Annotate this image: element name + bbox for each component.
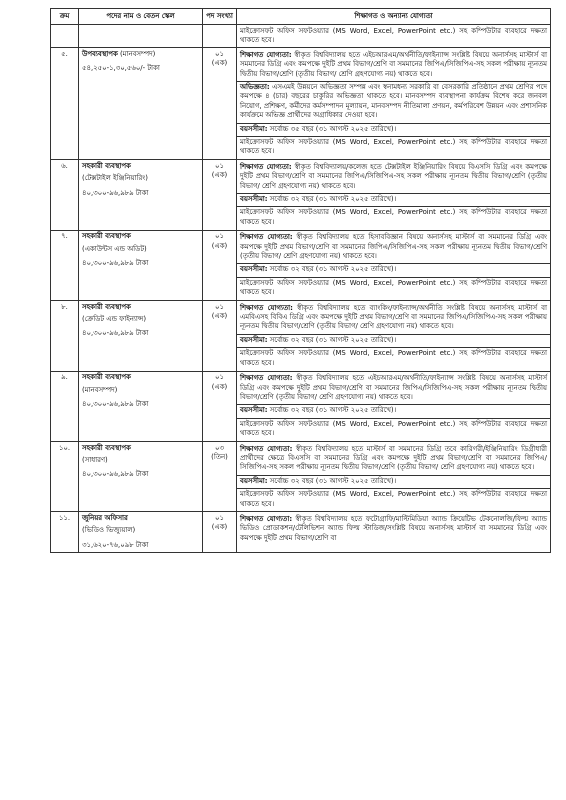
pay-scale: ৩১,৬২০-৭৬,০৯৮ টাকা (82, 540, 149, 549)
table-row (51, 371, 551, 441)
age-limit-text: সর্বোচ্চ ৩২ বছর (৩১ আগস্ট ২০২৫ তারিখে)। (267, 476, 397, 485)
post-title-main: সহকারী ব্যবস্থাপক (82, 443, 131, 452)
post-cell (79, 442, 203, 512)
post-count-words: (এক) (211, 523, 228, 532)
serial-number: ৯. (51, 371, 79, 441)
serial-number: ১০. (51, 442, 79, 512)
age-limit-label: বয়সসীমা: (240, 335, 268, 344)
header-post-count: পদ সংখ্যা (203, 9, 237, 25)
education-text: স্বীকৃত বিশ্ববিদ্যালয় হতে এইচআরএম/অর্থনীতি/ফাইন্যান্স সংশ্লিষ্ট বিষয়ে অনার্সসহ মাস্টার্স বা সমমানের ডিগ্রি এবং কমপক্ষে দুইটি প্রথম বিভাগ/শ্রেণি বা সমমানের জিপিএ/সিজিপিএ-সহ সকল পরীক্ষায় ন্যূনতম দ্বিতীয় বিভাগ/শ্রেণি (তৃতীয় বিভাগ/ শ্রেণি গ্রহণযোগ্য নয়) থাকতে হবে। (240, 50, 547, 78)
education-text: স্বীকৃত বিশ্ববিদ্যালয় হতে হিসাববিজ্ঞান বিষয়ে অনার্সসহ মাস্টার্স বা সমমানের ডিগ্রি এবং কমপক্ষে দুইটি প্রথম বিভাগ/শ্রেণি বা সমমানের জিপিএ/সিজিপিএ-সহ সকল পরীক্ষায় ন্যূনতম দ্বিতীয় বিভাগ/শ্রেণি (তৃতীয় বিভাগ/ শ্রেণি গ্রহণযোগ্য নয়) থাকতে হবে। (240, 233, 547, 261)
serial-number: ৬. (51, 160, 79, 230)
post-cell (79, 160, 203, 230)
post-count-cell (203, 301, 237, 371)
age-limit (237, 123, 550, 135)
pay-scale: ৪০,৩০০-৯৬,৯৮৯ টাকা (82, 259, 149, 268)
post-count: ০১ (215, 49, 224, 58)
age-limit-text: সর্বোচ্চ ৩২ বছর (৩১ আগস্ট ২০২৫ তারিখে)। (267, 406, 397, 415)
requirements-cell (237, 301, 551, 371)
post-department: (ক্রেডিট এন্ড ফাইন্যান্স) (82, 315, 147, 324)
post-count-cell (203, 512, 237, 552)
table-row (51, 230, 551, 300)
age-limit (237, 193, 550, 205)
requirements-cell (237, 371, 551, 441)
post-count-words: (এক) (211, 312, 228, 321)
education-requirement (240, 514, 547, 544)
age-limit (237, 404, 550, 416)
education-text: স্বীকৃত বিশ্ববিদ্যালয় হতে ফটোগ্রাফি/মাল্টিমিডিয়া অ্যান্ড ক্রিয়েটিভ টেকনোলজি/ফিল্ম অ্যান্ড ভিডিও প্রোডাকশন/টেলিভিশন অ্যান্ড ফিল্ম স্টাডিজ/সংশ্লিষ্ট বিষয়ে অনার্সসহ মাস্টার্স বা সমমানের ডিগ্রি এবং কমপক্ষে দুইটি প্রথম বিভাগ/শ্রেণি বা (240, 514, 547, 542)
header-serial: ক্রম (51, 9, 79, 25)
age-limit-label: বয়সসীমা: (240, 476, 268, 485)
age-limit (237, 475, 550, 487)
table-row (51, 301, 551, 371)
post-title-main: সহকারী ব্যবস্থাপক (82, 302, 131, 311)
age-limit-text: সর্বোচ্চ ৩২ বছর (৩১ আগস্ট ২০২৫ তারিখে)। (267, 335, 397, 344)
post-count-words: (তিন) (211, 452, 228, 461)
post-title-main: সহকারী ব্যবস্থাপক (82, 373, 131, 382)
post-title-main: জুনিয়র অফিসার (82, 513, 128, 522)
post-count-words: (এক) (211, 382, 228, 391)
education-requirement (240, 162, 547, 192)
age-limit-label: বয়সসীমা: (240, 124, 268, 133)
education-requirement (240, 303, 547, 333)
post-title (82, 50, 199, 59)
table-header-row (51, 9, 551, 25)
computer-skill: মাইক্রোসফট অফিস সফটওয়্যার (MS Word, Excel, PowerPoint etc.) সহ কম্পিউটার ব্যবহারে দক্ষতা থাকতে হবে। (237, 277, 550, 299)
post-count-cell (203, 48, 237, 160)
post-department: (টেক্সটাইল ইঞ্জিনিয়ারিং) (82, 174, 148, 183)
education-text: স্বীকৃত বিশ্ববিদ্যালয়/কলেজ হতে টেক্সটাইল ইঞ্জিনিয়ারিং বিষয়ে বিএসসি ডিগ্রি এবং কমপক্ষে দুইটি প্রথম বিভাগ/শ্রেণি বা সমমানের জিপিএ/সিজিপিএ-সহ সকল পরীক্ষায় ন্যূনতম দ্বিতীয় বিভাগ/শ্রেণি (তৃতীয় বিভাগ/ শ্রেণি গ্রহণযোগ্য নয়) থাকতে হবে। (240, 162, 548, 190)
pay-scale: ৪০,৩০০-৯৬,৯৮৯ টাকা (82, 470, 149, 479)
post-title (82, 444, 199, 453)
age-limit-text: সর্বোচ্চ ৩২ বছর (৩১ আগস্ট ২০২৫ তারিখে)। (267, 265, 397, 274)
education-label: শিক্ষাগত যোগ্যতা: (240, 374, 293, 383)
post-title (82, 514, 199, 523)
education-label: শিক্ষাগত যোগ্যতা: (240, 303, 293, 312)
serial-number: ৮. (51, 301, 79, 371)
post-title (82, 373, 199, 382)
education-label: শিক্ষাগত যোগ্যতা: (240, 444, 293, 453)
education-label: শিক্ষাগত যোগ্যতা: (240, 233, 293, 242)
table-body (51, 25, 551, 552)
education-text: স্বীকৃত বিশ্ববিদ্যালয় হতে ব্যাংকিং/ফাইন্যান্স/অর্থনীতি সংশ্লিষ্ট বিষয়ে অনার্সসহ মাস্টার্স বা এমবিএসহ বিবিএ ডিগ্রি এবং কমপক্ষে দুইটি প্রথম বিভাগ/শ্রেণি বা সমমানের জিপিএ/সিজিপিএ-সহ সকল পরীক্ষায় ন্যূনতম দ্বিতীয় বিভাগ/শ্রেণি (তৃতীয় বিভাগ/ শ্রেণি গ্রহণযোগ্য নয়) থাকতে হবে। (240, 303, 548, 331)
pay-scale: ৪০,৩০০-৯৬,৯৮৯ টাকা (82, 399, 149, 408)
education-label: শিক্ষাগত যোগ্যতা: (240, 162, 292, 171)
post-cell (79, 301, 203, 371)
pay-scale: ৪০,৩০০-৯৬,৯৮৯ টাকা (82, 329, 149, 338)
post-title-main: সহকারী ব্যবস্থাপক (82, 161, 131, 170)
education-label: শিক্ষাগত যোগ্যতা: (240, 514, 293, 523)
post-title-main: সহকারী ব্যবস্থাপক (82, 232, 131, 241)
post-department: (মানবসম্পদ) (82, 385, 118, 394)
post-cell (79, 371, 203, 441)
education-requirement (240, 50, 547, 80)
education-text: স্বীকৃত বিশ্ববিদ্যালয় হতে এইচআরএম/অর্থনীতি/ফাইন্যান্স সংশ্লিষ্ট বিষয়ে অনার্সসহ মাস্টার্স ডিগ্রি এবং কমপক্ষে দুইটি প্রথম বিভাগ/শ্রেণি বা সমমানের জিপিএ/সিজিপিএ-সহ সকল পরীক্ষায় ন্যূনতম দ্বিতীয় বিভাগ/শ্রেণি (তৃতীয় বিভাগ/ শ্রেণি গ্রহণযোগ্য নয়) থাকতে হবে। (240, 374, 547, 401)
requirements-cell (237, 48, 551, 160)
post-count-cell (203, 230, 237, 300)
computer-skill: মাইক্রোসফট অফিস সফটওয়্যার (MS Word, Excel, PowerPoint etc.) সহ কম্পিউটার ব্যবহারে দক্ষতা থাকতে হবে। (237, 206, 550, 228)
post-count-cell (203, 160, 237, 230)
serial-number: ১১. (51, 512, 79, 552)
post-count: ০৩ (215, 443, 224, 452)
age-limit-label: বয়সসীমা: (240, 265, 268, 274)
education-label: শিক্ষাগত যোগ্যতা: (240, 50, 292, 59)
pay-scale: ৫৪,২৫০-১,৩০,৫৬০/- টাকা (82, 64, 160, 73)
header-requirements: শিক্ষাগত ও অন্যান্য যোগ্যতা (237, 9, 551, 25)
requirements-cell (237, 230, 551, 300)
age-limit (237, 263, 550, 275)
requirements-cell (237, 160, 551, 230)
post-count-words: (এক) (211, 241, 228, 250)
post-cell (79, 48, 203, 160)
age-limit (237, 334, 550, 346)
computer-skill: মাইক্রোসফট অফিস সফটওয়্যার (MS Word, Excel, PowerPoint etc.) সহ কম্পিউটার ব্যবহারে দক্ষতা থাকতে হবে। (237, 347, 550, 369)
job-requirements-table (50, 8, 551, 553)
age-limit-text: সর্বোচ্চ ৩২ বছর (৩১ আগস্ট ২০২৫ তারিখে)। (267, 195, 397, 203)
post-cell (79, 230, 203, 300)
post-department: (সাধারণ) (82, 455, 108, 464)
computer-skill: মাইক্রোসফট অফিস সফটওয়্যার (MS Word, Excel, PowerPoint etc.) সহ কম্পিউটার ব্যবহারে দক্ষতা থাকতে হবে। (237, 488, 550, 510)
post-title (82, 303, 199, 312)
pay-scale: ৪০,৩০০-৯৬,৯৮৯ টাকা (82, 188, 149, 197)
age-limit-label: বয়সসীমা: (240, 195, 268, 203)
education-requirement (240, 373, 547, 403)
post-count-cell (203, 371, 237, 441)
post-count: ০১ (215, 232, 224, 241)
education-requirement (240, 232, 547, 262)
computer-skill: মাইক্রোসফট অফিস সফটওয়্যার (MS Word, Excel, PowerPoint etc.) সহ কম্পিউটার ব্যবহারে দক্ষতা থাকতে হবে। (237, 136, 550, 158)
serial-number: ৭. (51, 230, 79, 300)
post-title-main: উপব্যবস্থাপক (82, 49, 118, 58)
carryover-text: মাইক্রোসফট অফিস সফটওয়্যার (MS Word, Excel, PowerPoint etc.) সহ কম্পিউটার ব্যবহারে দক্ষতা থাকতে হবে। (237, 25, 551, 48)
post-department: (একাউন্টস এন্ড অডিট) (82, 244, 147, 253)
education-requirement (240, 444, 547, 474)
education-text: স্বীকৃত বিশ্ববিদ্যালয় হতে মাস্টার্স বা সমমানের ডিগ্রি তবে কারিগরী/ইঞ্জিনিয়ারিং ডিগ্রীধারী প্রার্থীদের ক্ষেত্রে বিএসসি বা সমমানের ডিগ্রি এবং কমপক্ষে দুইটি প্রথম বিভাগ/শ্রেণি বা সমমানের জিপিএ/সিজিপিএ-সহ সকল পরীক্ষায় ন্যূনতম দ্বিতীয় বিভাগ/শ্রেণি (তৃতীয় বিভাগ/ শ্রেণি গ্রহণযোগ্য নয়) থাকতে হবে। (240, 444, 547, 472)
experience-requirement (237, 81, 550, 122)
experience-text: এসএমই উন্নয়নে অভিজ্ঞতা সম্পন্ন এবং স্বনামধন্য সরকারি বা বেসরকারি প্রতিষ্ঠানে প্রথম শ্রেণির পদে কমপক্ষে ৪ (চার) বছরের চাকুরির অভিজ্ঞতা থাকতে হবে। মানবসম্পদ ব্যবস্থাপনা কার্যক্রম বিশেষ করে জনবল নিয়োগ, প্রশিক্ষণ, কর্মীদের কর্মসম্পাদন মূল্যায়ন, মানবসম্পদ নীতিমালা প্রণয়ন, কর্মপরিবেশ উন্নয়ন এবং প্রশাসনিক কার্যক্রমে অভিজ্ঞ প্রার্থীদের অগ্রাধিকার দেওয়া হবে। (240, 82, 547, 120)
post-count: ০১ (215, 513, 224, 522)
requirements-cell (237, 442, 551, 512)
table-row (51, 160, 551, 230)
age-limit-label: বয়সসীমা: (240, 406, 268, 415)
table-row (51, 512, 551, 552)
serial-number: ৫. (51, 48, 79, 160)
requirements-cell (237, 512, 551, 552)
table-row (51, 48, 551, 160)
header-post-name: পদের নাম ও বেতন স্কেল (79, 9, 203, 25)
post-title-suffix: (মানবসম্পদ) (117, 49, 156, 58)
post-count: ০১ (215, 302, 224, 311)
post-count-words: (এক) (211, 171, 228, 180)
post-count-cell (203, 442, 237, 512)
post-count: ০১ (215, 161, 224, 170)
experience-label: অভিজ্ঞতা: (240, 82, 270, 91)
computer-skill: মাইক্রোসফট অফিস সফটওয়্যার (MS Word, Excel, PowerPoint etc.) সহ কম্পিউটার ব্যবহারে দক্ষতা থাকতে হবে। (237, 418, 550, 440)
post-title (82, 232, 199, 241)
post-count: ০১ (215, 373, 224, 382)
carryover-row (51, 25, 551, 48)
post-title (82, 162, 199, 171)
post-department: (ভিডিও ভিজ্যুয়াল) (82, 526, 136, 535)
post-cell (79, 512, 203, 552)
post-count-words: (এক) (211, 59, 228, 68)
table-row (51, 442, 551, 512)
age-limit-text: সর্বোচ্চ ৩৫ বছর (৩১ আগস্ট ২০২৫ তারিখে)। (267, 124, 397, 133)
